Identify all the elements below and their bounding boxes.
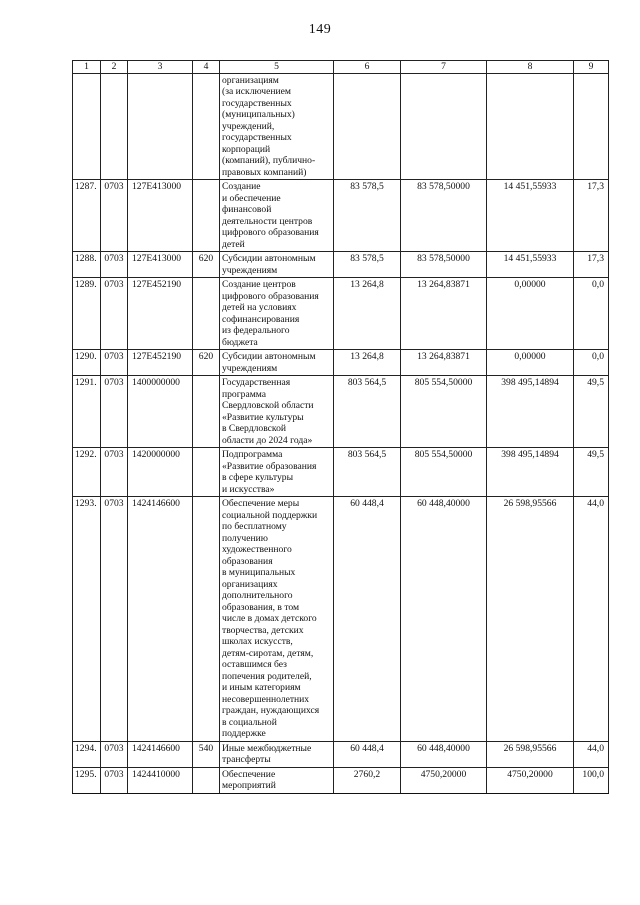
approved-amount: 83 578,5 xyxy=(334,180,401,252)
item-name: Субсидии автономным учреждениям xyxy=(220,350,334,376)
execution-percent: 49,5 xyxy=(574,376,609,448)
table-body xyxy=(73,73,609,793)
expense-type-code xyxy=(193,278,220,350)
column-number-row xyxy=(73,61,609,74)
expense-type-code xyxy=(193,376,220,448)
revised-amount: 805 554,50000 xyxy=(401,376,487,448)
executed-amount: 0,00000 xyxy=(487,278,574,350)
executed-amount: 14 451,55933 xyxy=(487,180,574,252)
revised-amount: 805 554,50000 xyxy=(401,448,487,497)
item-name: Создание центров цифрового образования детей на условиях софинансирования из федерального бюджета xyxy=(220,278,334,350)
table-row xyxy=(73,350,609,376)
table-row xyxy=(73,376,609,448)
row-number: 1295. xyxy=(73,767,101,793)
section-code: 0703 xyxy=(101,180,128,252)
item-name: Иные межбюджетные трансферты xyxy=(220,741,334,767)
revised-amount: 13 264,83871 xyxy=(401,350,487,376)
table-row xyxy=(73,767,609,793)
approved-amount: 60 448,4 xyxy=(334,497,401,742)
column-header: 7 xyxy=(401,61,487,74)
execution-percent: 0,0 xyxy=(574,278,609,350)
execution-percent: 17,3 xyxy=(574,252,609,278)
item-name: Обеспечение мероприятий xyxy=(220,767,334,793)
table-row xyxy=(73,741,609,767)
column-header: 9 xyxy=(574,61,609,74)
revised-amount: 60 448,40000 xyxy=(401,741,487,767)
revised-amount: 83 578,50000 xyxy=(401,252,487,278)
target-article-code: 127E452190 xyxy=(128,350,193,376)
approved-amount: 803 564,5 xyxy=(334,376,401,448)
execution-percent: 44,0 xyxy=(574,497,609,742)
approved-amount: 83 578,5 xyxy=(334,252,401,278)
executed-amount: 398 495,14894 xyxy=(487,376,574,448)
section-code: 0703 xyxy=(101,741,128,767)
target-article-code: 1400000000 xyxy=(128,376,193,448)
row-number: 1289. xyxy=(73,278,101,350)
approved-amount: 13 264,8 xyxy=(334,350,401,376)
expense-type-code: 620 xyxy=(193,350,220,376)
execution-percent xyxy=(574,73,609,180)
executed-amount: 4750,20000 xyxy=(487,767,574,793)
row-number: 1287. xyxy=(73,180,101,252)
approved-amount: 60 448,4 xyxy=(334,741,401,767)
section-code: 0703 xyxy=(101,252,128,278)
target-article-code: 1424146600 xyxy=(128,497,193,742)
item-name: Создание и обеспечение финансовой деятельности центров цифрового образования детей xyxy=(220,180,334,252)
executed-amount: 398 495,14894 xyxy=(487,448,574,497)
row-number: 1294. xyxy=(73,741,101,767)
section-code: 0703 xyxy=(101,767,128,793)
item-name: Обеспечение меры социальной поддержки по бесплатному получению художественного образования в муниципальных организациях дополнительного образования, в том числе в домах детского творчества, детских школах искусств, детям-сиротам, детям, оставшимся без попечения родителей, и иным категориям несовершеннолетних граждан, нуждающихся в социальной поддержке xyxy=(220,497,334,742)
expense-type-code xyxy=(193,767,220,793)
row-number: 1290. xyxy=(73,350,101,376)
expense-type-code xyxy=(193,448,220,497)
executed-amount: 26 598,95566 xyxy=(487,497,574,742)
column-header: 4 xyxy=(193,61,220,74)
column-header: 5 xyxy=(220,61,334,74)
expense-type-code: 620 xyxy=(193,252,220,278)
column-header: 8 xyxy=(487,61,574,74)
target-article-code xyxy=(128,73,193,180)
approved-amount: 803 564,5 xyxy=(334,448,401,497)
executed-amount: 14 451,55933 xyxy=(487,252,574,278)
row-number: 1288. xyxy=(73,252,101,278)
page-number: 149 xyxy=(308,22,332,37)
execution-percent: 17,3 xyxy=(574,180,609,252)
execution-percent: 100,0 xyxy=(574,767,609,793)
execution-percent: 0,0 xyxy=(574,350,609,376)
expense-type-code xyxy=(193,180,220,252)
table-row xyxy=(73,73,609,180)
row-number xyxy=(73,73,101,180)
table-row xyxy=(73,497,609,742)
column-header: 6 xyxy=(334,61,401,74)
executed-amount xyxy=(487,73,574,180)
target-article-code: 127E452190 xyxy=(128,278,193,350)
row-number: 1291. xyxy=(73,376,101,448)
section-code: 0703 xyxy=(101,448,128,497)
executed-amount: 26 598,95566 xyxy=(487,741,574,767)
execution-percent: 44,0 xyxy=(574,741,609,767)
expense-type-code xyxy=(193,497,220,742)
section-code: 0703 xyxy=(101,278,128,350)
section-code: 0703 xyxy=(101,350,128,376)
item-name: Подпрограмма «Развитие образования в сфере культуры и искусства» xyxy=(220,448,334,497)
target-article-code: 1424146600 xyxy=(128,741,193,767)
expense-type-code: 540 xyxy=(193,741,220,767)
section-code xyxy=(101,73,128,180)
approved-amount xyxy=(334,73,401,180)
section-code: 0703 xyxy=(101,497,128,742)
target-article-code: 127E413000 xyxy=(128,180,193,252)
revised-amount: 60 448,40000 xyxy=(401,497,487,742)
table-row xyxy=(73,252,609,278)
revised-amount: 83 578,50000 xyxy=(401,180,487,252)
row-number: 1293. xyxy=(73,497,101,742)
revised-amount: 4750,20000 xyxy=(401,767,487,793)
approved-amount: 13 264,8 xyxy=(334,278,401,350)
row-number: 1292. xyxy=(73,448,101,497)
section-code: 0703 xyxy=(101,376,128,448)
column-header: 1 xyxy=(73,61,101,74)
budget-table xyxy=(72,60,609,794)
target-article-code: 1420000000 xyxy=(128,448,193,497)
table-row xyxy=(73,180,609,252)
table-row xyxy=(73,448,609,497)
target-article-code: 127E413000 xyxy=(128,252,193,278)
item-name: Субсидии автономным учреждениям xyxy=(220,252,334,278)
approved-amount: 2760,2 xyxy=(334,767,401,793)
revised-amount xyxy=(401,73,487,180)
item-name: Государственная программа Свердловской области «Развитие культуры в Свердловской области до 2024 года» xyxy=(220,376,334,448)
table-row xyxy=(73,278,609,350)
execution-percent: 49,5 xyxy=(574,448,609,497)
revised-amount: 13 264,83871 xyxy=(401,278,487,350)
column-header: 2 xyxy=(101,61,128,74)
item-name: организациям (за исключением государственных (муниципальных) учреждений, государственных корпораций (компаний), публично- правовых компаний) xyxy=(220,73,334,180)
target-article-code: 1424410000 xyxy=(128,767,193,793)
column-header: 3 xyxy=(128,61,193,74)
expense-type-code xyxy=(193,73,220,180)
executed-amount: 0,00000 xyxy=(487,350,574,376)
